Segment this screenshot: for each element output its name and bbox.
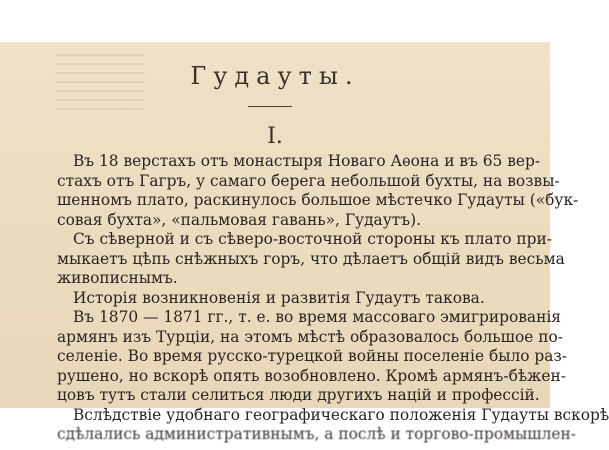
text-line: Съ сѣверной и съ сѣверо-восточной стороны къ плато при- [73,230,552,248]
page-title: Гудауты. [190,62,360,90]
text-line: селеніе. Во время русско-турецкой войны поселеніе было раз- [57,347,568,365]
text-line: Вслѣдствіе удобнаго географическаго положенія Гудауты вскорѣ [73,405,609,424]
text-line: цовъ тутъ стали селиться люди другихъ націй и профессій. [57,386,540,404]
text-line: совая бухта», «пальмовая гавань», Гудаутъ). [57,210,421,229]
text-line: сдѣлались административнымъ, а послѣ и торгово-промышлен- [57,425,576,443]
text-line: армянъ изъ Турціи, на этомъ мѣстѣ образовалось большое по- [57,327,563,346]
text-line: рушено, но вскорѣ опять возобновлено. Кромѣ армянъ-бѣжен- [57,366,566,385]
text-line: Въ 1870 — 1871 гг., т. е. во время массоваго эмигрированія [73,308,561,326]
text-line: стахъ отъ Гагръ, у самаго берега небольшой бухты, на возвы- [57,171,560,190]
section-number: I. [267,124,283,149]
text-line: шенномъ плато, раскинулось большое мѣстечко Гудауты («бук- [57,191,579,209]
book-page [0,42,609,443]
text-line: живописнымъ. [57,269,178,287]
text-line: Исторія возникновенія и развитія Гудаутъ такова. [73,288,485,307]
text-line: Въ 18 верстахъ отъ монастыря Новаго Аѳона и въ 65 вер- [73,152,541,170]
title-divider [248,106,292,107]
text-line: мыкаетъ цѣпь снѣжныхъ горъ, что дѣлаетъ общій видъ весьма [57,249,565,268]
body-text [57,152,609,445]
